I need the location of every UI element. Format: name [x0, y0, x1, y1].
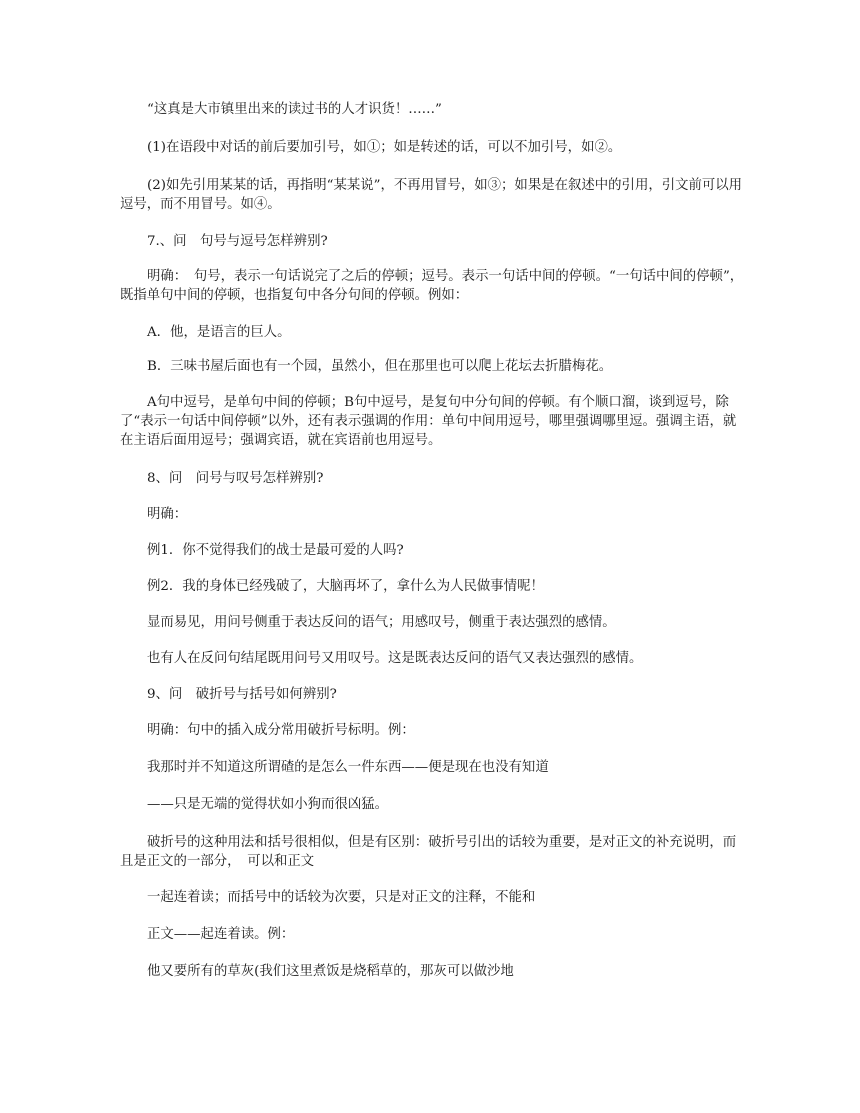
- dash-example-line-2: ——只是无端的觉得状如小狗而很凶猛。: [147, 797, 389, 812]
- dash-bracket-comparison-paragraph: 破折号的这种用法和括号很相似，但是有区别：破折号引出的话较为重要，是对正文的补充说明，而且是正文的一部分， 可以和正文: [120, 835, 737, 869]
- answer-9-paragraph: 明确：句中的插入成分常用破折号标明。例：: [147, 723, 415, 738]
- dash-example-line-1: 我那时并不知道这所谓碴的是怎么一件东西——便是现在也没有知道: [147, 760, 549, 775]
- comparison-continued-line-1: 一起连着读；而括号中的话较为次要，只是对正文的注释，不能和: [147, 890, 536, 905]
- example-2-line: 例2．我的身体已经残破了，大脑再坏了，拿什么为人民做事情呢！: [147, 579, 544, 594]
- rule-2-paragraph: (2)如先引用某某的话，再指明“某某说”，不再用冒号，如③；如果是在叙述中的引用，引文前可以用逗号，而不用冒号。如④。: [120, 178, 743, 212]
- example-b-line: B．三味书屋后面也有一个园，虽然小，但在那里也可以爬上花坛去折腊梅花。: [147, 359, 613, 374]
- rule-1-paragraph: (1)在语段中对话的前后要加引号，如①；如是转述的话，可以不加引号，如②。: [147, 140, 622, 155]
- example-1-line: 例1．你不觉得我们的战士是最可爱的人吗?: [147, 543, 404, 558]
- question-8-heading: 8、问 问号与叹号怎样辨别?: [147, 471, 324, 486]
- example-a-line: A．他，是语言的巨人。: [147, 325, 291, 340]
- question-9-heading: 9、问 破折号与括号如何辨别?: [147, 687, 337, 702]
- comparison-continued-line-2: 正文——起连着读。例：: [147, 927, 295, 942]
- answer-7-paragraph: 明确： 句号，表示一句话说完了之后的停顿；逗号。表示一句话中间的停顿。“一句话中间的停顿”，既指单句中间的停顿，也指复句中各分句间的停顿。例如：: [120, 269, 744, 303]
- bracket-example-line: 他又要所有的草灰(我们这里煮饭是烧稻草的，那灰可以做沙地: [147, 964, 514, 979]
- comma-explanation-paragraph: A句中逗号，是单句中间的停顿；B句中逗号，是复句中分句间的停顿。有个顺口溜，谈到逗号，除了“表示一句话中间停顿”以外，还有表示强调的作用：单句中间用逗号，哪里强调哪里逗。强调主语，就在主语后面用逗号；强调宾语，就在宾语前也用逗号。: [120, 395, 737, 448]
- question-7-heading: 7.、问 句号与逗号怎样辨别?: [147, 234, 328, 249]
- combined-usage-note: 也有人在反问句结尾既用问号又用叹号。这是既表达反问的语气又表达强烈的感情。: [147, 651, 643, 666]
- question-exclamation-note: 显而易见，用问号侧重于表达反问的语气；用感叹号，侧重于表达强烈的感情。: [147, 615, 616, 630]
- answer-8-label: 明确：: [147, 507, 188, 522]
- quote-line: “这真是大市镇里出来的读过书的人才识货！……”: [147, 102, 442, 117]
